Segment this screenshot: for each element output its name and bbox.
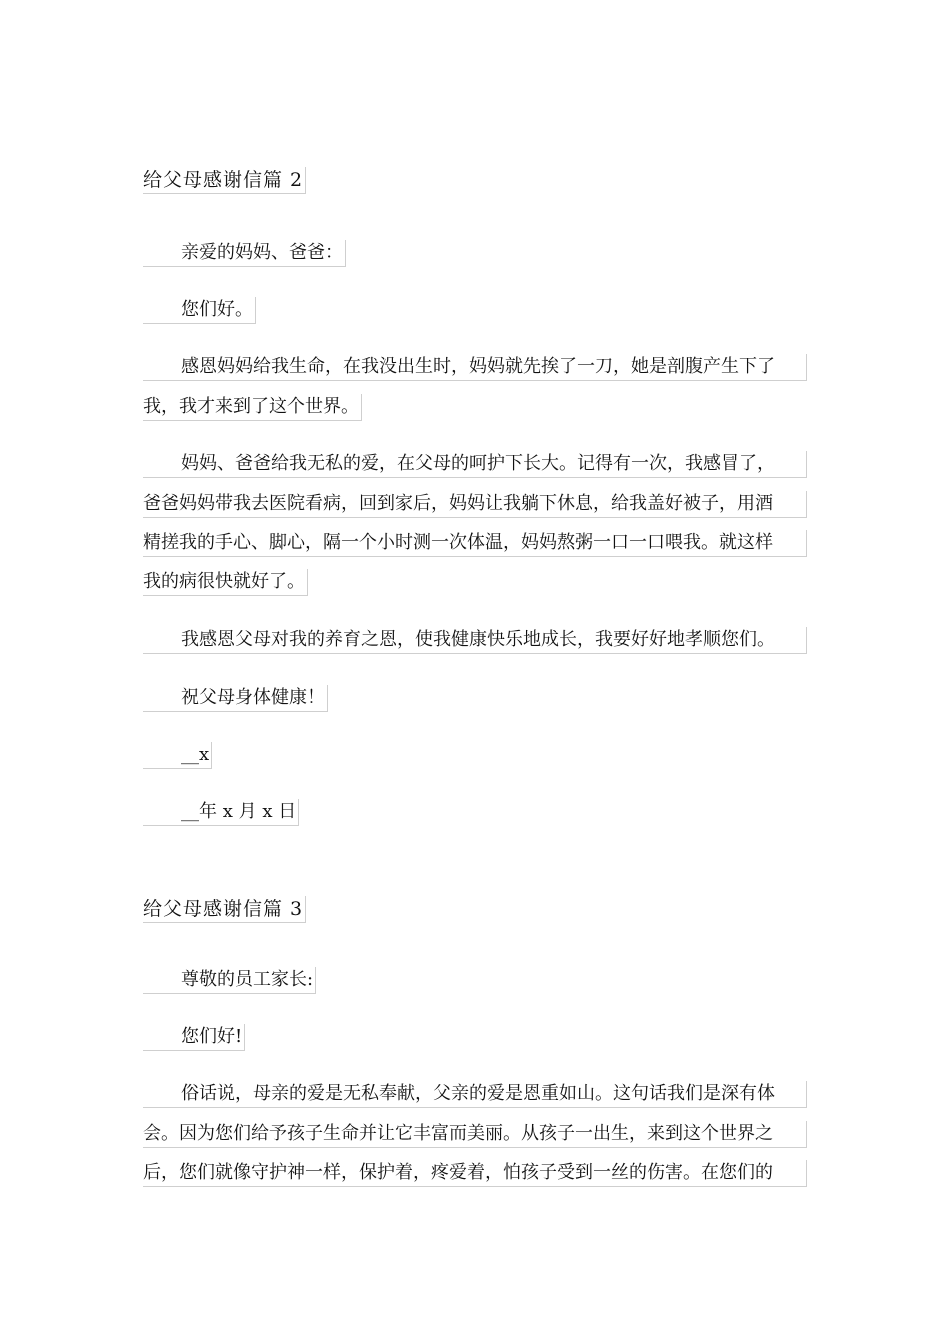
section-2-wish: 祝父母身体健康！ <box>143 685 328 712</box>
section-2-signature: __x <box>143 742 212 769</box>
section-2-para2-line4: 我的病很快就好了。 <box>143 569 308 596</box>
section-3-para1-line2: 会。因为您们给予孩子生命并让它丰富而美丽。从孩子一出生，来到这个世界之 <box>143 1121 807 1148</box>
section-2-date: __年 x 月 x 日 <box>143 799 299 826</box>
section-3-title: 给父母感谢信篇 3 <box>143 896 306 923</box>
section-3-hello: 您们好! <box>143 1024 245 1051</box>
section-2-para2-line3: 精搓我的手心、脚心，隔一个小时测一次体温，妈妈熬粥一口一口喂我。就这样 <box>143 530 807 557</box>
section-2-hello: 您们好。 <box>143 297 256 324</box>
section-3-para1-line1: 俗话说，母亲的爱是无私奉献，父亲的爱是恩重如山。这句话我们是深有体 <box>143 1081 807 1108</box>
section-2-para2-line1: 妈妈、爸爸给我无私的爱，在父母的呵护下长大。记得有一次，我感冒了， <box>143 451 807 478</box>
section-2-para1-line2: 我，我才来到了这个世界。 <box>143 394 362 421</box>
section-2-greeting: 亲爱的妈妈、爸爸： <box>143 240 346 267</box>
section-2-title: 给父母感谢信篇 2 <box>143 167 306 194</box>
section-2-para1-line1: 感恩妈妈给我生命，在我没出生时，妈妈就先挨了一刀，她是剖腹产生下了 <box>143 354 807 381</box>
section-3-para1-line3: 后，您们就像守护神一样，保护着，疼爱着，怕孩子受到一丝的伤害。在您们的 <box>143 1160 807 1187</box>
section-2-para3: 我感恩父母对我的养育之恩，使我健康快乐地成长，我要好好地孝顺您们。 <box>143 627 807 654</box>
section-3-greeting: 尊敬的员工家长: <box>143 967 316 994</box>
section-2-para2-line2: 爸爸妈妈带我去医院看病，回到家后，妈妈让我躺下休息，给我盖好被子，用酒 <box>143 491 807 518</box>
